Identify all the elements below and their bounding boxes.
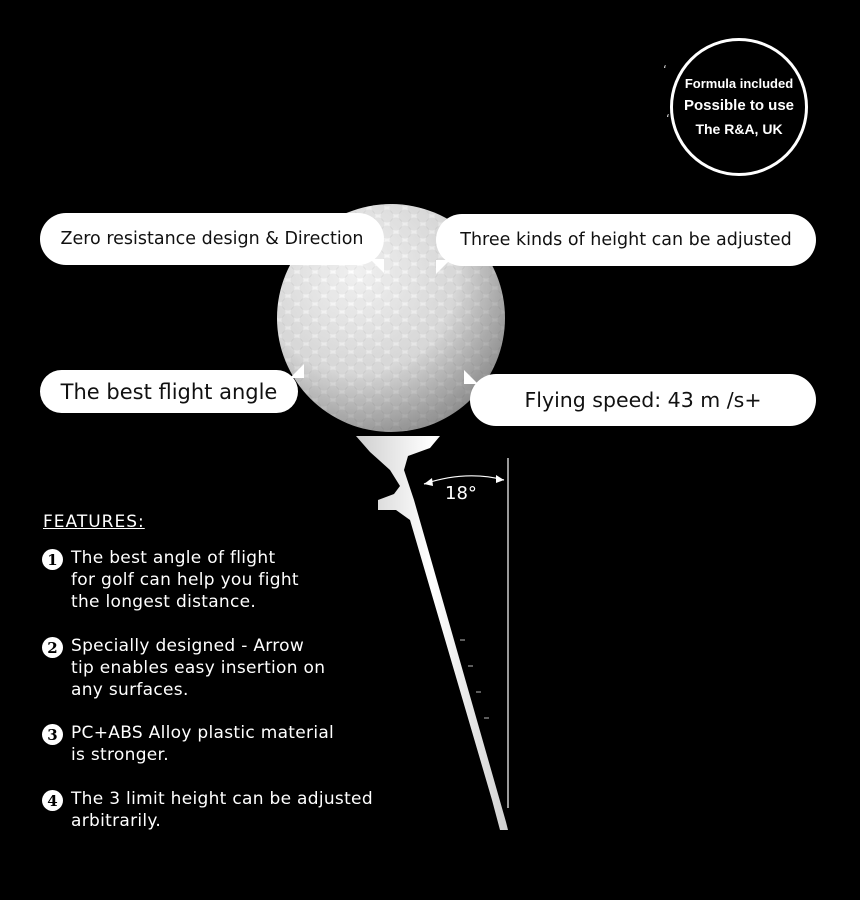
- feature-text: [71, 635, 325, 701]
- feature-number: 3: [42, 724, 63, 745]
- feature-number: 1: [42, 549, 63, 570]
- decorative-mark: ʻ: [663, 63, 667, 77]
- decorative-mark: ʻ: [666, 112, 670, 126]
- feature-text: [71, 722, 334, 766]
- golf-tee-icon: [356, 436, 508, 830]
- feature-number: 4: [42, 790, 63, 811]
- callout-text: Zero resistance design & Direction: [60, 229, 364, 249]
- feature-line: arbitrarily.: [71, 811, 162, 831]
- feature-text: [71, 788, 373, 832]
- callout-flying-speed: [470, 374, 816, 426]
- callout-height-adjust: [436, 214, 816, 266]
- callout-flight-angle: [40, 370, 298, 413]
- angle-label: 18°: [445, 483, 477, 504]
- speech-tail: [436, 260, 450, 274]
- callout-text: Three kinds of height can be adjusted: [460, 230, 792, 250]
- speech-tail: [464, 370, 478, 384]
- feature-line: any surfaces.: [71, 680, 189, 700]
- callout-zero-resistance: [40, 213, 384, 265]
- speech-tail: [290, 364, 304, 378]
- feature-line: Specially designed - Arrow: [71, 636, 305, 656]
- features-title: FEATURES:: [43, 512, 145, 532]
- feature-line: the longest distance.: [71, 592, 257, 612]
- callout-text: The best flight angle: [60, 379, 278, 404]
- feature-line: for golf can help you fight: [71, 570, 299, 590]
- callout-text: Flying speed: 43 m /s+: [524, 388, 762, 412]
- badge-line-2: Possible to use: [683, 97, 795, 114]
- feature-line: The 3 limit height can be adjusted: [71, 789, 373, 809]
- feature-line: The best angle of flight: [71, 548, 276, 568]
- speech-tail: [370, 259, 384, 273]
- feature-line: is stronger.: [71, 745, 169, 765]
- badge-line-3: The R&A, UK: [695, 121, 783, 137]
- angle-indicator: [424, 458, 508, 808]
- feature-line: tip enables easy insertion on: [71, 658, 326, 678]
- feature-line: PC+ABS Alloy plastic material: [71, 723, 335, 743]
- feature-text: [71, 547, 299, 613]
- feature-number: 2: [42, 637, 63, 658]
- badge-line-1: Formula included: [684, 76, 794, 91]
